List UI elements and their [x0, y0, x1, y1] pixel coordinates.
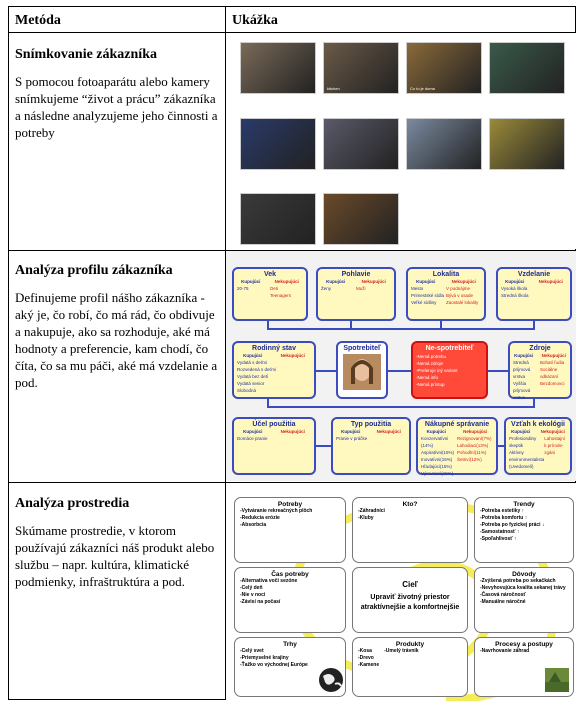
profile-box-usage-type: Typ použitia Kupujúci Nekupujúci Pranie v práčke	[331, 417, 411, 475]
header-example: Ukážka	[232, 13, 278, 28]
photo	[240, 118, 316, 170]
profile-box-gender: Pohlavie Kupujúci Nekupujúci Ženy Muži	[316, 267, 396, 321]
profile-box-resources: Zdroje Kupujúci Nekupujúci Stredná príjmová vrstva Vyššia príjmová vrstva Bohatí ľudia Sociálne odkázaní Bezdomovci	[508, 341, 572, 399]
photo	[489, 118, 565, 170]
row-text: S pomocou fotoaparátu alebo kamery snímkujeme “život a prácu” zákazníka a následne analyzujeme jeho činnosti a potreby	[15, 74, 218, 140]
photo	[240, 42, 316, 94]
profile-box-nonconsumer: Ne-spotrebiteľ -Nemá potrebu -Nemá zdroje -Preferuje iný variant -Nemá info -Nemá prístup	[411, 341, 488, 399]
profile-box-family: Rodinný stav Kupujúci Nekupujúci Vydatá s deťmi Rozvedená s deťmi Vydatá bez detí Vydatá senior Slobodná	[232, 341, 316, 399]
garden-photo-icon	[545, 668, 569, 692]
profile-box-consumer: Spotrebiteľ	[336, 341, 388, 399]
env-box-needs: Potreby -Vytváranie rekreačných plôch -Redukcia erózie -Absorbcia	[234, 497, 346, 563]
photo	[489, 42, 565, 94]
env-box-time-of-need: Čas potreby -Alternatíva voči sezóne -Celý deň -Nie v noci -Závisí na počasí	[234, 567, 346, 633]
photo	[323, 118, 399, 170]
row-title: Analýza profilu zákazníka	[15, 263, 173, 278]
env-box-trends: Trendy -Potreba estetiky ↑ -Potreba komfortu ↑ -Potreba po fyzickej práci ↓ -Samostatnosť ↑ -Spoľahlivosť ↑	[474, 497, 574, 563]
method-table	[8, 6, 576, 700]
profile-box-education: Vzdelanie Kupujúci Nekupujúci Vysoká škola Stredná škola	[496, 267, 572, 321]
consumer-portrait-icon	[343, 354, 381, 390]
row-text: Definujeme profil nášho zákazníka - aký je, čo robí, čo má rád, čo obdivuje a nakupuje, ako sa rozhoduje, aké má hodnoty a preferencie, kam chodí, čo číta, čo sa mu páči, aké má vzdelanie a pod.	[15, 290, 218, 390]
photo	[240, 193, 316, 245]
photo: Co to je doma	[406, 42, 482, 94]
profile-box-age: Vek Kupujúci Nekupujúci 20-75 Deti Teenagers	[232, 267, 308, 321]
env-box-markets: Trhy -Celý svet -Priemyselné krajiny -Ťažko vo východnej Európe	[234, 637, 346, 697]
header-method: Metóda	[15, 13, 61, 28]
env-box-processes: Procesy a postupy -Navrhovanie záhrad	[474, 637, 574, 697]
profile-box-location: Lokalita Kupujúci Nekupujúci Mesto Primestské sídla Veľké sídliny V podnájme Bývá v osade Zaostalé lokality	[406, 267, 486, 321]
profile-box-purpose: Účel použitia Kupujúci Nekupujúci Domáce pranie	[232, 417, 316, 475]
row-title: Snímkovanie zákazníka	[15, 47, 157, 62]
photo	[323, 193, 399, 245]
env-box-products: Produkty -Kosa -Drevo -Kamene -Umelý trávnik	[352, 637, 468, 697]
row-text: Skúmame prostredie, v ktorom používajú zákazníci náš produkt alebo službu – napr. kultúra, klimatické podmienky, infraštruktúra a pod.	[15, 523, 215, 589]
env-box-reasons: Dôvody -Zvýšená potreba po sekačkách -Nevyhovujúca kvalita sekanej trávy -Časová náročnosť -Manuálne náročné	[474, 567, 574, 633]
customer-photos-grid	[226, 33, 576, 249]
photo	[406, 118, 482, 170]
env-box-goal: Cieľ Upraviť životný priestor atraktívnejšie a komfortnejšie	[352, 567, 468, 633]
profile-box-ecology: Vzťah k ekológii Kupujúci Nekupujúci Profesionálny skeptik Aktívny environmentalista (Uvedomelí) Lahostajní k prírode-zgáni	[504, 417, 572, 475]
profile-box-purchase-behavior: Nákupné správanie Kupujúci Nekupujúci Konzervatívni (14%) Aspiratívni(15%) Inovatívni(15%) Hľadajúci(15%) Výrovnaní(15%) Rezignovaní(7%) Lahodiaci(13%) Pohodlní(11%) Šetriví(12%)	[416, 417, 498, 475]
customer-profile-diagram	[226, 251, 576, 481]
photo: kitchen	[323, 42, 399, 94]
environment-analysis-diagram	[226, 483, 576, 701]
globe-icon	[317, 666, 345, 694]
env-box-who: Kto? -Záhradníci -Kluby	[352, 497, 468, 563]
row-title: Analýza prostredia	[15, 496, 130, 511]
